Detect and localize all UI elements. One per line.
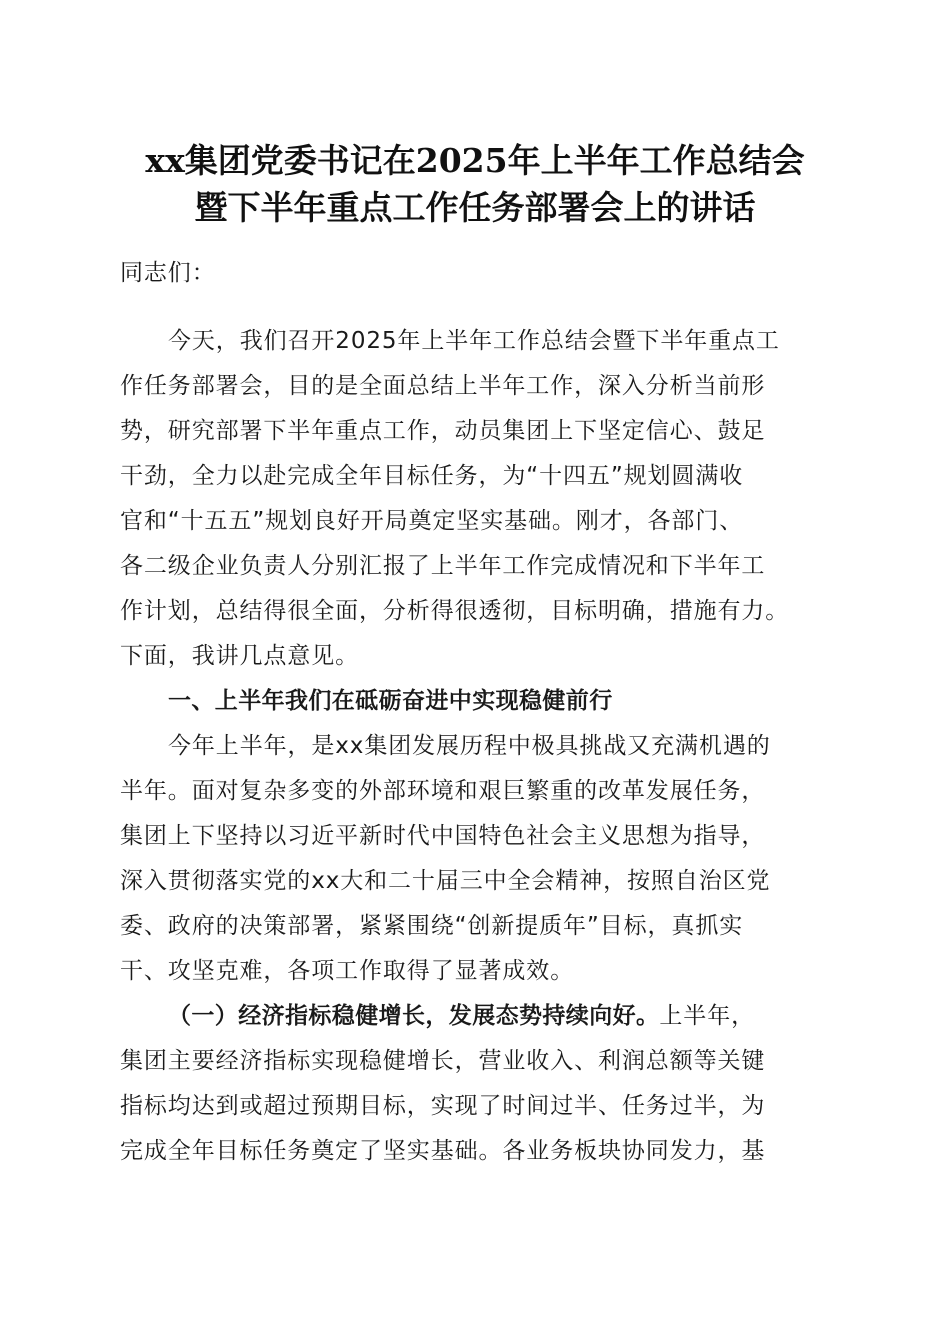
body-line: 下面，我讲几点意见。 [120, 643, 359, 669]
body-line: 官和“十五五”规划良好开局奠定坚实基础。刚才，各部门、 [120, 508, 744, 534]
subsection-line [168, 1001, 755, 1031]
body-line: 完成全年目标任务奠定了坚实基础。各业务板块协同发力，基 [120, 1138, 766, 1164]
body-line: 作任务部署会，目的是全面总结上半年工作，深入分析当前形 [120, 373, 766, 399]
body-line: 干、攻坚克难，各项工作取得了显著成效。 [120, 958, 575, 984]
body-line: 半年。面对复杂多变的外部环境和艰巨繁重的改革发展任务， [120, 778, 766, 804]
body-line: 指标均达到或超过预期目标，实现了时间过半、任务过半，为 [120, 1093, 766, 1119]
document-title-line-1: xx集团党委书记在2025年上半年工作总结会 [145, 141, 805, 180]
document-title-line-2: 暨下半年重点工作任务部署会上的讲话 [194, 188, 756, 227]
body-line: 今年上半年，是xx集团发展历程中极具挑战又充满机遇的 [168, 733, 771, 759]
body-text: 上半年， [659, 1003, 756, 1029]
body-line: 集团主要经济指标实现稳健增长，营业收入、利润总额等关键 [120, 1048, 766, 1074]
body-line: 委、政府的决策部署，紧紧围绕“创新提质年”目标，真抓实 [120, 913, 744, 939]
body-line: 作计划，总结得很全面，分析得很透彻，目标明确，措施有力。 [120, 598, 790, 624]
section-heading-1: 一、上半年我们在砥砺奋进中实现稳健前行 [168, 688, 613, 714]
body-line: 势，研究部署下半年重点工作，动员集团上下坚定信心、鼓足 [120, 418, 766, 444]
body-line: 干劲，全力以赴完成全年目标任务，为“十四五”规划圆满收 [120, 463, 744, 489]
body-line: 今天，我们召开2025年上半年工作总结会暨下半年重点工 [168, 328, 780, 354]
body-line: 集团上下坚持以习近平新时代中国特色社会主义思想为指导， [120, 823, 766, 849]
subsection-heading-1: （一）经济指标稳健增长，发展态势持续向好。 [168, 1003, 660, 1029]
salutation: 同志们： [120, 260, 216, 286]
body-line: 深入贯彻落实党的xx大和二十届三中全会精神，按照自治区党 [120, 868, 771, 894]
body-line: 各二级企业负责人分别汇报了上半年工作完成情况和下半年工 [120, 553, 766, 579]
